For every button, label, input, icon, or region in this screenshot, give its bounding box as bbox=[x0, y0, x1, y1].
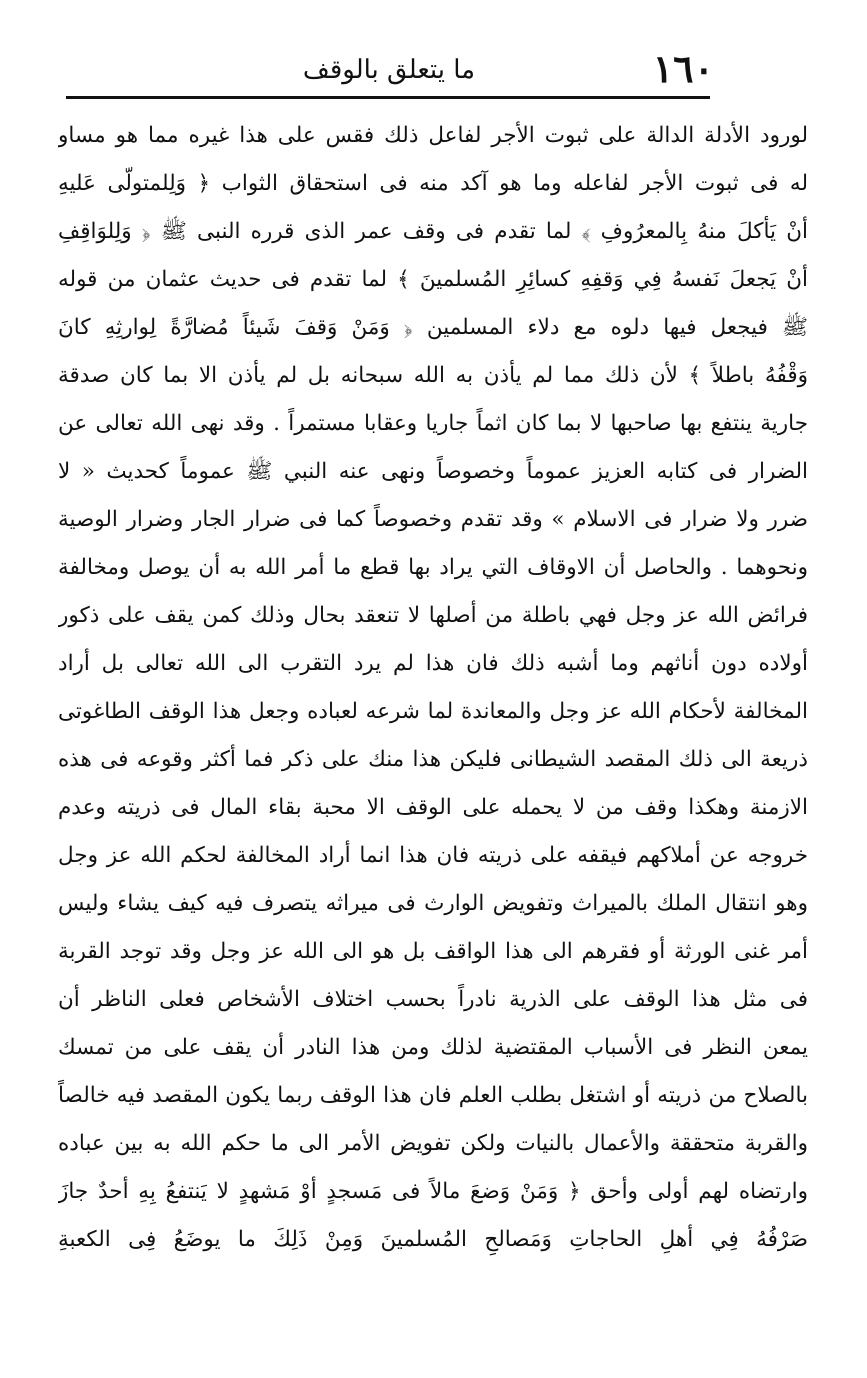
text-line: ونحوهما . والحاصل أن الاوقاف التي يراد بها قطع ما أمر الله به أن يوصل ومخالفة bbox=[58, 555, 808, 580]
text-line: ضرر ولا ضرار فى الاسلام » وقد تقدم وخصوصاً كما فى ضرار الجار وضرار الوصية bbox=[58, 507, 808, 532]
text-line: فى مثل هذا الوقف على الذرية نادراً بحسب اختلاف الأشخاص فعلى الناظر أن bbox=[58, 987, 808, 1012]
running-title: ما يتعلق بالوقف bbox=[302, 55, 476, 85]
text-line: ﷺ فيجعل فيها دلوه مع دلاء المسلمين ﴿ وَمَنْ وَقفَ شَيئاً مُضارَّةً لِوارثِهِ كانَ bbox=[58, 315, 808, 340]
text-line: ذريعة الى ذلك المقصد الشيطانى فليكن هذا منك على ذكر فما أكثر وقوعه فى هذه bbox=[58, 747, 808, 772]
page-number: ١٦٠ bbox=[652, 46, 714, 91]
text-line: يمعن النظر فى الأسباب المقتضية لذلك ومن هذا النادر أن يقف على من تمسك bbox=[58, 1035, 808, 1060]
text-line: أنْ يَأكلَ منهُ بِالمعرُوفِ ﴾ لما تقدم فى وقف عمر الذى قرره النبى ﷺ ﴿ وَلِلوَاقِفِ bbox=[58, 219, 808, 244]
text-line: جارية ينتفع بها صاحبها لا بما كان اثماً جاريا وعقابا مستمراً . وقد نهى الله تعالى عن bbox=[58, 411, 808, 436]
text-line: له فى ثبوت الأجر لفاعله وما هو آكد منه فى استحقاق الثواب ﴿ وَلِلمتولّى عَليهِ bbox=[58, 171, 808, 196]
text-line: الضرار فى كتابه العزيز عموماً وخصوصاً ونهى عنه النبي ﷺ عموماً كحديث « لا bbox=[58, 459, 808, 484]
page-header bbox=[64, 44, 714, 94]
text-line: أنْ يَجعلَ نَفسهُ فِي وَقفِهِ كسائِرِ المُسلمينَ ﴾ لما تقدم فى حديث عثمان من قوله bbox=[58, 267, 808, 292]
text-line: وَقْفُهُ باطلاً ﴾ لأن ذلك مما لم يأذن به الله سبحانه بل لم يأذن الا بما كان صدقة bbox=[58, 363, 808, 388]
text-line: خروجه عن أملاكهم فيقفه على ذريته فان هذا انما أراد المخالفة لحكم الله عز وجل bbox=[58, 843, 808, 868]
text-line: والقربة متحققة والأعمال بالنيات ولكن تفويض الأمر الى ما حكم الله به بين عباده bbox=[58, 1131, 808, 1156]
text-line: أمر غنى الورثة أو فقرهم الى هذا الواقف بل هو الى الله عز وجل وقد توجد القربة bbox=[58, 939, 808, 964]
text-line: أولاده دون أناثهم وما أشبه ذلك فان هذا لم يرد التقرب الى الله تعالى بل أراد bbox=[58, 651, 808, 676]
text-line: فرائض الله عز وجل فهي باطلة من أصلها لا تنعقد بحال وذلك كمن يقف على ذكور bbox=[58, 603, 808, 628]
text-line: الازمنة وهكذا وقف من لا يحمله على الوقف الا محبة بقاء المال فى ذريته وعدم bbox=[58, 795, 808, 820]
text-line: وارتضاه لهم أولى وأحق ﴿ وَمَنْ وَضعَ مالاً فى مَسجدٍ أوْ مَشهدٍ لا يَنتفعُ بِهِ أحدٌ جازَ bbox=[58, 1179, 808, 1204]
text-line: بالصلاح من ذريته أو اشتغل بطلب العلم فان هذا الوقف ربما يكون المقصد فيه خالصاً bbox=[58, 1083, 808, 1108]
text-line: وهو انتقال الملك بالميراث وتفويض الوارث فى ميراثه يتصرف فيه كيف يشاء وليس bbox=[58, 891, 808, 916]
body-text bbox=[58, 112, 808, 1264]
header-rule bbox=[66, 96, 710, 99]
text-line: لورود الأدلة الدالة على ثبوت الأجر لفاعل ذلك فقس على هذا غيره مما هو مساو bbox=[58, 123, 808, 148]
text-line: المخالفة لأحكام الله عز وجل والمعاندة لما شرعه لعباده وجعل هذا الوقف الطاغوتى bbox=[58, 699, 808, 724]
text-line: صَرْفُهُ فِي أهلِ الحاجاتِ وَمَصالحِ المُسلمينَ وَمِنْ ذَلِكَ ما يوضَعُ فِى الكعبةِ bbox=[58, 1227, 808, 1252]
